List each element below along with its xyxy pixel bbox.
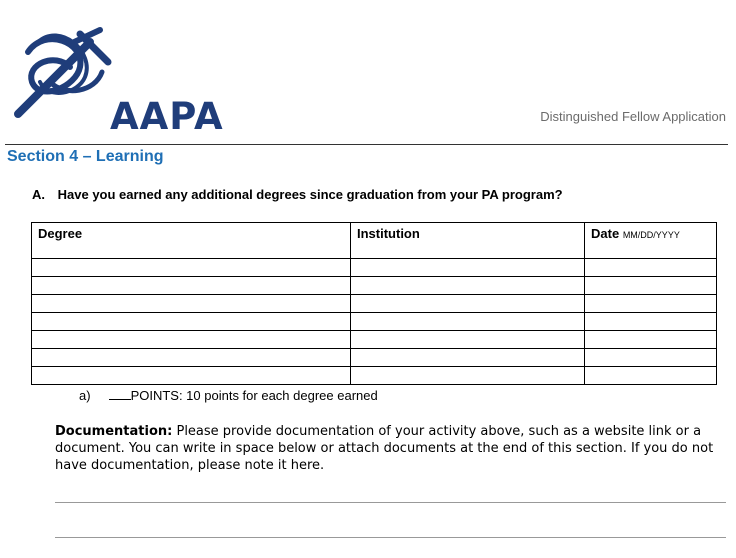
degree-cell[interactable] xyxy=(32,295,351,313)
table-header-row xyxy=(32,223,717,259)
date-cell[interactable] xyxy=(585,349,717,367)
date-cell[interactable] xyxy=(585,259,717,277)
date-column-header xyxy=(585,223,717,259)
section-title: Section 4 – Learning xyxy=(7,148,164,165)
table-row xyxy=(32,259,717,277)
institution-cell[interactable] xyxy=(351,277,585,295)
header-divider xyxy=(5,144,728,145)
date-cell[interactable] xyxy=(585,295,717,313)
document-title: Distinguished Fellow Application xyxy=(540,109,726,124)
points-line xyxy=(79,387,378,403)
institution-cell[interactable] xyxy=(351,295,585,313)
table-row xyxy=(32,313,717,331)
question-letter: A. xyxy=(32,187,45,202)
degree-column-header: Degree xyxy=(32,223,351,259)
aapa-logo xyxy=(10,22,224,138)
table-row xyxy=(32,331,717,349)
institution-column-header: Institution xyxy=(351,223,585,259)
logo-wordmark: AAPA xyxy=(110,95,224,138)
degrees-table xyxy=(31,222,717,385)
date-cell[interactable] xyxy=(585,277,717,295)
question-text: Have you earned any additional degrees since graduation from your PA program? xyxy=(57,187,563,202)
degree-cell[interactable] xyxy=(32,331,351,349)
points-label: a) xyxy=(79,388,91,403)
date-format-hint: MM/DD/YYYY xyxy=(622,230,680,240)
degree-cell[interactable] xyxy=(32,367,351,385)
degree-cell[interactable] xyxy=(32,277,351,295)
degree-cell[interactable] xyxy=(32,349,351,367)
degree-cell[interactable] xyxy=(32,259,351,277)
documentation-text: Please provide documentation of your activity above, such as a website link or a document. You can write in space below or attach documents at the end of this section. If you do not have documentation, please note it here. xyxy=(55,424,714,473)
documentation-write-line-1[interactable] xyxy=(55,502,726,503)
degree-cell[interactable] xyxy=(32,313,351,331)
question-a xyxy=(32,187,563,202)
date-cell[interactable] xyxy=(585,367,717,385)
points-text: POINTS: 10 points for each degree earned xyxy=(130,388,378,403)
documentation-label: Documentation: xyxy=(55,424,173,439)
table-row xyxy=(32,349,717,367)
institution-cell[interactable] xyxy=(351,349,585,367)
points-blank-field[interactable] xyxy=(109,387,131,400)
date-cell[interactable] xyxy=(585,313,717,331)
institution-cell[interactable] xyxy=(351,367,585,385)
table-row xyxy=(32,295,717,313)
aapa-emblem-icon xyxy=(10,22,120,122)
documentation-instructions xyxy=(55,423,723,474)
institution-cell[interactable] xyxy=(351,259,585,277)
institution-cell[interactable] xyxy=(351,313,585,331)
institution-cell[interactable] xyxy=(351,331,585,349)
date-header-label: Date xyxy=(591,226,620,241)
table-row xyxy=(32,367,717,385)
documentation-write-line-2[interactable] xyxy=(55,537,726,538)
table-row xyxy=(32,277,717,295)
date-cell[interactable] xyxy=(585,331,717,349)
